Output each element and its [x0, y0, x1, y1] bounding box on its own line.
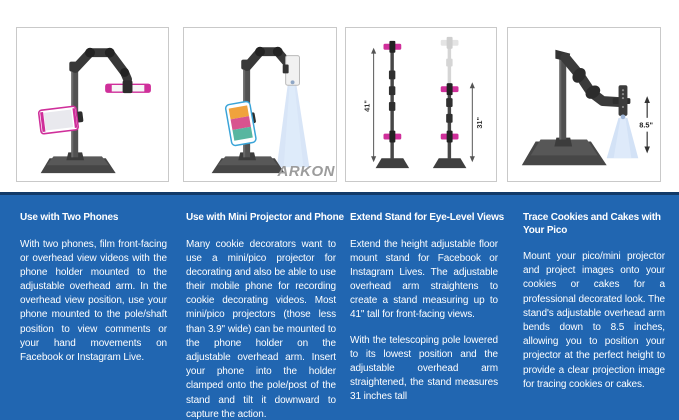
measure-arrow-85-icon — [639, 96, 653, 153]
column-title: Use with Mini Projector and Phone — [186, 212, 344, 223]
mini-projector — [283, 56, 300, 86]
panel-two-phones-photo — [16, 27, 169, 182]
column-paragraph: Many cookie decorators want to use a mini/pico projector for decorating and also be able to use their mobile phone for recording cookie decorating videos. Most mini/pico projectors (those less than 3.9" wide) can be mounted to the phone holder on the adjustable overhead arm. Insert your phone into the holder clamped onto the pole/post of the stand and tilt it downward to capture the action. — [186, 238, 336, 420]
lowered-stand — [433, 37, 467, 168]
pico-projector — [613, 85, 631, 119]
panel-eye-level-photo — [345, 27, 497, 182]
column-eye-level — [350, 212, 505, 416]
column-paragraph: With two phones, film front-facing or overhead view videos with the phone holder mounted to the adjustable overhead arm. In the overhead view position, use your phone mounted to the pole/shaft position to view comments or your hand movements on Facebook or Instagram Live. — [20, 238, 167, 363]
overhead-phone — [106, 80, 150, 93]
info-band — [0, 192, 679, 420]
height-comparison-illustration — [346, 28, 496, 181]
top-phone — [384, 41, 402, 53]
ghost-extension — [441, 37, 459, 88]
panel-trace-pico-photo — [507, 27, 661, 182]
overhead-arm — [247, 47, 288, 67]
two-phones-stand-illustration — [17, 28, 168, 181]
panel-projector-phone-photo — [183, 27, 337, 182]
pole-phone — [225, 100, 259, 146]
column-title: Trace Cookies and Cakes with Your Pico — [523, 212, 661, 236]
lower-phone — [384, 131, 402, 143]
column-paragraph: Extend the height adjustable floor mount stand for Facebook or Instagram Lives. The adjustable overhead arm straightens to create a stand measuring up to 41" tall for front-facing views. — [350, 238, 498, 321]
lower-phone — [441, 131, 459, 143]
overhead-arm — [75, 48, 129, 80]
measure-85-label: 8.5" — [639, 120, 654, 130]
column-projector-phone — [186, 212, 344, 420]
column-title: Extend Stand for Eye-Level Views — [350, 212, 505, 223]
column-title: Use with Two Phones — [20, 212, 119, 223]
measure-arrow-31-icon — [470, 82, 484, 162]
extended-stand — [376, 41, 410, 168]
column-paragraph: With the telescoping pole lowered to its lowest position and the adjustable overhead arm straightened, the stand measures 31 inches tall — [350, 334, 498, 403]
arkon-logo: ARKON — [277, 163, 335, 180]
measure-41-label: 41" — [362, 100, 372, 112]
pico-trace-illustration — [508, 28, 660, 181]
top-phone — [441, 83, 459, 95]
bent-arm — [565, 58, 619, 102]
column-trace-pico — [523, 212, 665, 403]
projector-beam — [277, 85, 310, 167]
column-two-phones — [20, 212, 167, 376]
measure-arrow-41-icon — [363, 48, 377, 162]
column-paragraph: Mount your pico/mini projector and project images onto your cookies or cakes for a professional decorated look. The stand's adjustable overhead arm bends down to 8.5 inches, allowing you to position your projector at the perfect height to provide a clear projection image for tracing cookies or cakes. — [523, 251, 665, 390]
projector-beam — [607, 118, 639, 158]
measure-31-label: 31" — [475, 116, 485, 129]
projector-stand-illustration — [184, 28, 336, 181]
